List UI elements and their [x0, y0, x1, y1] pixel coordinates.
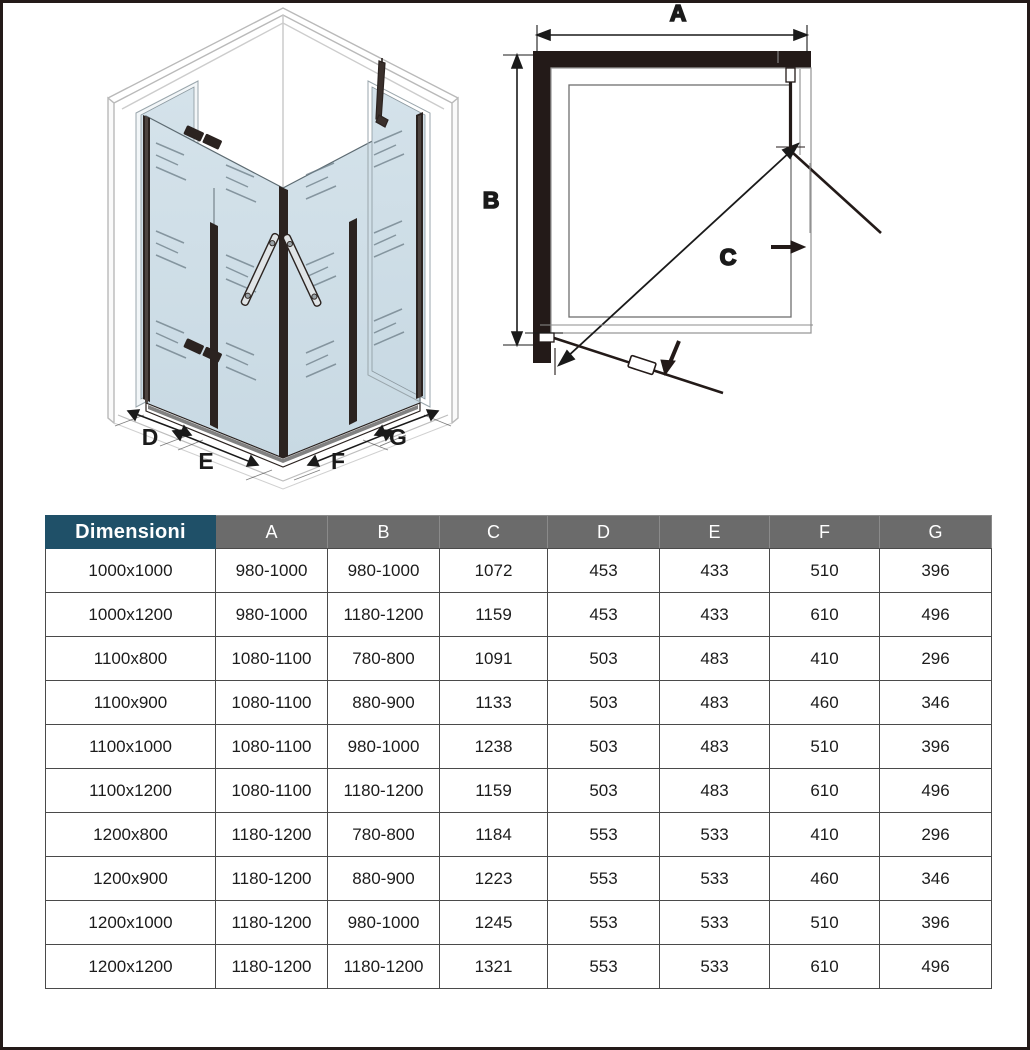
cell-f: 510 [770, 549, 880, 593]
cell-a: 1180-1200 [216, 813, 328, 857]
c-diagonal-dimension [559, 144, 798, 365]
table-body [46, 549, 992, 989]
cell-c: 1238 [440, 725, 548, 769]
b-dimension-line [483, 55, 533, 345]
cell-e: 533 [660, 857, 770, 901]
cell-a: 1180-1200 [216, 901, 328, 945]
cell-f: 610 [770, 945, 880, 989]
cell-g: 496 [880, 769, 992, 813]
column-header-a: A [216, 516, 328, 549]
column-header-g: G [880, 516, 992, 549]
cell-b: 1180-1200 [328, 769, 440, 813]
cell-a: 980-1000 [216, 549, 328, 593]
table-row [46, 725, 992, 769]
table-row [46, 593, 992, 637]
cell-size: 1200x1200 [46, 945, 216, 989]
cell-d: 553 [548, 945, 660, 989]
plan-label-C: C [719, 244, 737, 270]
table-row [46, 901, 992, 945]
cell-d: 503 [548, 769, 660, 813]
cell-f: 510 [770, 901, 880, 945]
table-row [46, 857, 992, 901]
cell-c: 1159 [440, 769, 548, 813]
cell-a: 1080-1100 [216, 681, 328, 725]
table-row [46, 813, 992, 857]
cell-f: 610 [770, 593, 880, 637]
cell-c: 1245 [440, 901, 548, 945]
cell-c: 1091 [440, 637, 548, 681]
cell-f: 460 [770, 857, 880, 901]
cell-b: 780-800 [328, 813, 440, 857]
cell-c: 1223 [440, 857, 548, 901]
table-row [46, 945, 992, 989]
table-row [46, 681, 992, 725]
dimensions-table [45, 515, 992, 989]
cell-f: 610 [770, 769, 880, 813]
cell-size: 1100x1200 [46, 769, 216, 813]
cell-g: 496 [880, 593, 992, 637]
cell-f: 410 [770, 637, 880, 681]
cell-b: 880-900 [328, 681, 440, 725]
cell-b: 1180-1200 [328, 945, 440, 989]
cell-f: 410 [770, 813, 880, 857]
cell-c: 1072 [440, 549, 548, 593]
iso-label-G: G [389, 424, 407, 450]
right-swing-arrow [771, 241, 805, 253]
cell-b: 780-800 [328, 637, 440, 681]
cell-a: 1080-1100 [216, 769, 328, 813]
cell-a: 1180-1200 [216, 945, 328, 989]
table-row [46, 549, 992, 593]
cell-g: 346 [880, 857, 992, 901]
column-header-c: C [440, 516, 548, 549]
cell-b: 1180-1200 [328, 593, 440, 637]
isometric-view [98, 3, 468, 483]
cell-a: 1080-1100 [216, 637, 328, 681]
iso-label-E: E [198, 448, 214, 474]
cell-d: 503 [548, 681, 660, 725]
cell-size: 1200x1000 [46, 901, 216, 945]
cell-a: 980-1000 [216, 593, 328, 637]
cell-e: 433 [660, 593, 770, 637]
cell-size: 1100x1000 [46, 725, 216, 769]
column-header-d: D [548, 516, 660, 549]
plan-label-A: A [669, 0, 687, 26]
cell-e: 533 [660, 813, 770, 857]
cell-g: 496 [880, 945, 992, 989]
bottom-swing-arrow [661, 341, 679, 375]
cell-g: 396 [880, 549, 992, 593]
cell-c: 1184 [440, 813, 548, 857]
iso-label-F: F [330, 448, 346, 474]
cell-b: 980-1000 [328, 901, 440, 945]
cell-g: 296 [880, 637, 992, 681]
cell-e: 483 [660, 725, 770, 769]
plan-label-B: B [482, 187, 500, 213]
dimensions-table-wrap [45, 515, 991, 989]
cell-d: 553 [548, 857, 660, 901]
plan-view [473, 0, 1013, 473]
cell-c: 1321 [440, 945, 548, 989]
cell-b: 980-1000 [328, 725, 440, 769]
cell-size: 1000x1200 [46, 593, 216, 637]
cell-d: 553 [548, 813, 660, 857]
cell-d: 453 [548, 549, 660, 593]
cell-e: 533 [660, 945, 770, 989]
column-header-b: B [328, 516, 440, 549]
cell-size: 1200x900 [46, 857, 216, 901]
cell-d: 553 [548, 901, 660, 945]
column-header-f: F [770, 516, 880, 549]
cell-b: 880-900 [328, 857, 440, 901]
cell-g: 396 [880, 725, 992, 769]
cell-d: 453 [548, 593, 660, 637]
bottom-door-panel [539, 325, 813, 393]
table-header-row [46, 516, 992, 549]
cell-size: 1200x800 [46, 813, 216, 857]
table-row [46, 637, 992, 681]
enclosure-outline [551, 68, 811, 333]
plan-tick-marks [525, 51, 778, 333]
cell-g: 346 [880, 681, 992, 725]
cell-d: 503 [548, 725, 660, 769]
cell-d: 503 [548, 637, 660, 681]
cell-e: 483 [660, 637, 770, 681]
cell-a: 1080-1100 [216, 725, 328, 769]
cell-e: 483 [660, 769, 770, 813]
iso-label-D: D [141, 424, 159, 450]
table-row [46, 769, 992, 813]
cell-g: 396 [880, 901, 992, 945]
cell-a: 1180-1200 [216, 857, 328, 901]
cell-e: 483 [660, 681, 770, 725]
diagram-area [3, 0, 1027, 503]
cell-b: 980-1000 [328, 549, 440, 593]
cell-size: 1100x900 [46, 681, 216, 725]
cell-c: 1133 [440, 681, 548, 725]
cell-size: 1100x800 [46, 637, 216, 681]
column-header-e: E [660, 516, 770, 549]
cell-f: 510 [770, 725, 880, 769]
cell-e: 533 [660, 901, 770, 945]
cell-c: 1159 [440, 593, 548, 637]
wall-structure [533, 51, 811, 363]
cell-size: 1000x1000 [46, 549, 216, 593]
column-header-dimensioni: Dimensioni [46, 516, 216, 549]
cell-g: 296 [880, 813, 992, 857]
a-dimension-line [537, 0, 807, 53]
cell-f: 460 [770, 681, 880, 725]
cell-e: 433 [660, 549, 770, 593]
